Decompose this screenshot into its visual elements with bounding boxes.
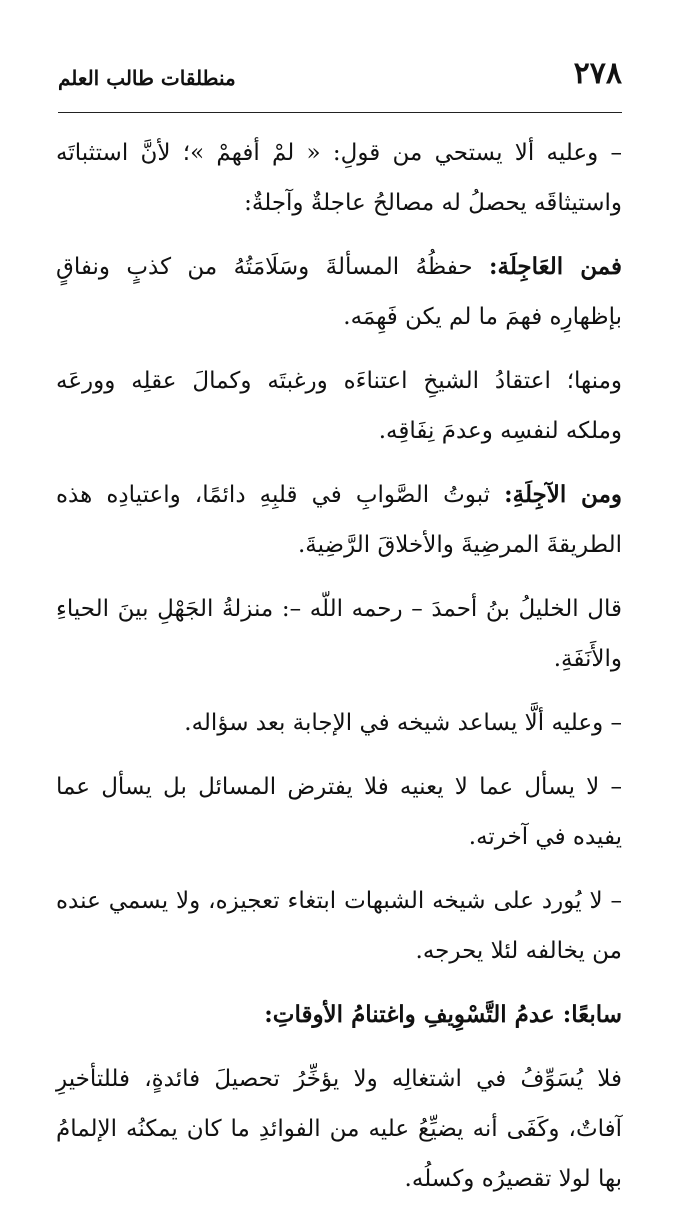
paragraph-1 xyxy=(56,128,622,228)
paragraph-lead: ومن الآجِلَةِ: xyxy=(504,481,622,508)
section-heading: سابعًا: عدمُ التَّسْوِيفِ واغتنامُ الأوقاتِ: xyxy=(264,1001,622,1028)
paragraph-text: – وعليه ألَّا يساعد شيخه في الإجابة بعد سؤاله. xyxy=(184,710,622,736)
paragraph-3 xyxy=(56,356,622,456)
running-title: منطلقات طالب العلم xyxy=(58,66,236,90)
paragraph-text: – وعليه ألا يستحي من قولِ: « لمْ أفهمْ »؛ لأنَّ استثباتَه واستيثاقَه يحصلُ له مصالحُ عاجلةٌ وآجلةٌ: xyxy=(56,140,622,216)
paragraph-text: قال الخليلُ بنُ أحمدَ – رحمه اللّه –: منزلةُ الجَهْلِ بينَ الحياءِ والأَنَفَةِ. xyxy=(56,596,622,672)
paragraph-text: ومنها؛ اعتقادُ الشيخِ اعتناءَه ورغبتَه وكمالَ عقلِه وورعَه وملكه لنفسِه وعدمَ نِفَاقِه. xyxy=(56,368,622,444)
paragraph-4 xyxy=(56,470,622,570)
header-divider xyxy=(58,112,622,113)
page-header xyxy=(58,52,622,96)
paragraph-text: حفظُهُ المسألةَ وسَلَامَتُهُ من كذبٍ ونفاقٍ بإظهارِه فهمَ ما لم يكن فَهِمَه. xyxy=(56,254,622,330)
paragraph-text: – لا يسأل عما لا يعنيه فلا يفترض المسائل بل يسأل عما يفيده في آخرته. xyxy=(56,774,622,850)
paragraph-5 xyxy=(56,584,622,684)
page-number: ٢٧٨ xyxy=(573,56,622,91)
paragraph-6 xyxy=(56,698,622,748)
paragraph-7 xyxy=(56,762,622,862)
paragraph-lead: فمن العَاجِلَة: xyxy=(489,253,623,280)
body-text xyxy=(56,128,622,1218)
paragraph-text: ثبوتُ الصَّوابِ في قلبِهِ دائمًا، واعتيادِه هذه الطريقةَ المرضِيةَ والأخلاقَ الرَّضِيةَ. xyxy=(56,482,622,558)
final-paragraph: فلا يُسَوِّفُ في اشتغالِه ولا يؤخِّرُ تحصيلَ فائدةٍ، فللتأخيرِ آفاتٌ، وكَفَى أنه يضيِّعُ عليه من الفوائدِ ما كان يمكنُه الإلمامُ بها لولا تقصيرُه وكسلُه. xyxy=(56,1066,622,1192)
paragraph-text: – لا يُورد على شيخه الشبهات ابتغاء تعجيزه، ولا يسمي عنده من يخالفه لئلا يحرجه. xyxy=(56,888,622,964)
paragraph-8 xyxy=(56,876,622,976)
paragraph-2 xyxy=(56,242,622,342)
